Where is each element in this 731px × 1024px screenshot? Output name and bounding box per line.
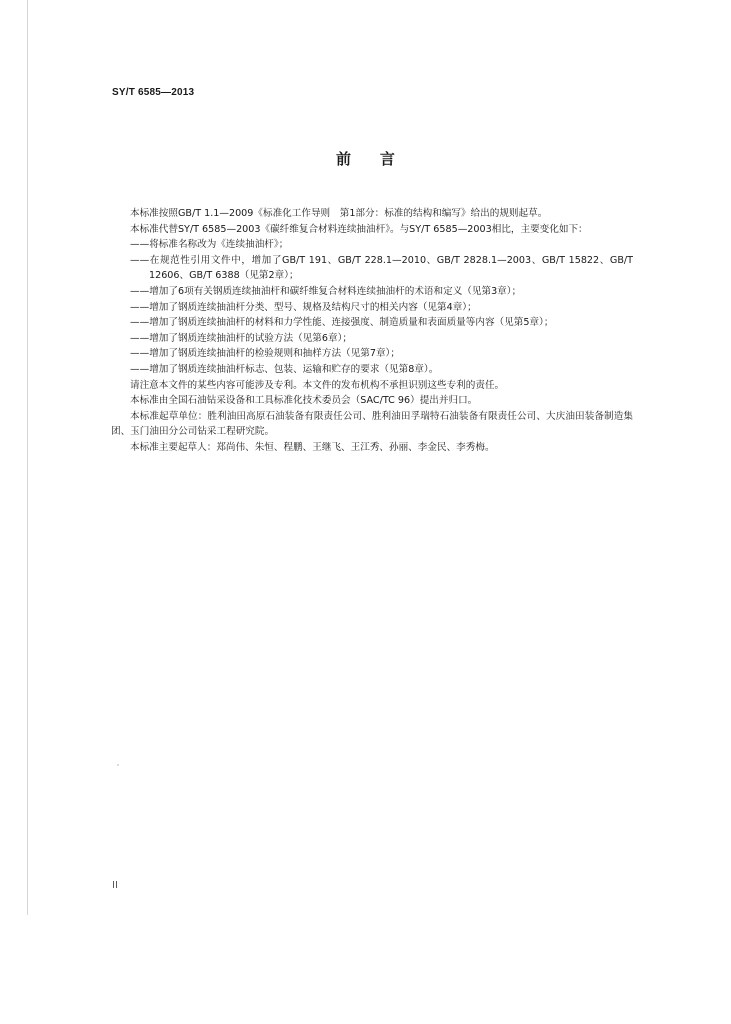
paragraph-replaces-standard: 本标准代替SY/T 6585—2003《碳纤维复合材料连续抽油杆》。与SY/T 6585—2003相比，主要变化如下： [130, 223, 588, 235]
paragraph-proposing-body: 本标准由全国石油钻采设备和工具标准化技术委员会（SAC/TC 96）提出并归口。 [130, 395, 478, 407]
page-number: II [112, 880, 118, 891]
list-item: ——增加了钢质连续抽油杆标志、包装、运输和贮存的要求（见第8章）。 [130, 363, 439, 375]
paragraph-drafting-units: 本标准起草单位：胜利油田高原石油装备有限责任公司、胜利油田孚瑞特石油装备有限责任公司、大庆油田装备制造集团、玉门油田分公司钻采工程研究院。 [111, 410, 633, 438]
paragraph-drafting-rules: 本标准按照GB/T 1.1—2009《标准化工作导则 第1部分：标准的结构和编写》给出的规则起草。 [130, 208, 548, 219]
section-title: 前 言 [336, 150, 395, 168]
list-item: ——将标准名称改为《连续抽油杆》； [130, 239, 289, 251]
list-item: ——增加了钢质连续抽油杆的试验方法（见第6章）； [130, 332, 352, 344]
list-item: ——增加了钢质连续抽油杆的材料和力学性能、连接强度、制造质量和表面质量等内容（见第5章）； [130, 317, 554, 329]
scan-edge-line [27, 0, 28, 915]
list-item: ——增加了6项有关钢质连续抽油杆和碳纤维复合材料连续抽油杆的术语和定义（见第3章）； [130, 285, 522, 297]
paragraph-patent-notice: 请注意本文件的某些内容可能涉及专利。本文件的发布机构不承担识别这些专利的责任。 [130, 379, 505, 391]
list-item: ——增加了钢质连续抽油杆分类、型号、规格及结构尺寸的相关内容（见第4章）； [130, 301, 477, 313]
change-list [111, 237, 633, 377]
paragraph-drafters: 本标准主要起草人：郑尚伟、朱恒、程鹏、王继飞、王江秀、孙丽、李金民、李秀梅。 [130, 441, 495, 453]
list-item: ——在规范性引用文件中，增加了GB/T 191、GB/T 228.1—2010、GB/T 2828.1—2003、GB/T 15822、GB/T 12606、GB/T 6388（见第2章）； [130, 254, 633, 282]
list-item: ——增加了钢质连续抽油杆的检验规则和抽样方法（见第7章）； [130, 348, 400, 360]
scan-speck [117, 764, 119, 766]
standard-code-header: SY/T 6585—2013 [112, 87, 195, 98]
preface-body [111, 206, 633, 456]
